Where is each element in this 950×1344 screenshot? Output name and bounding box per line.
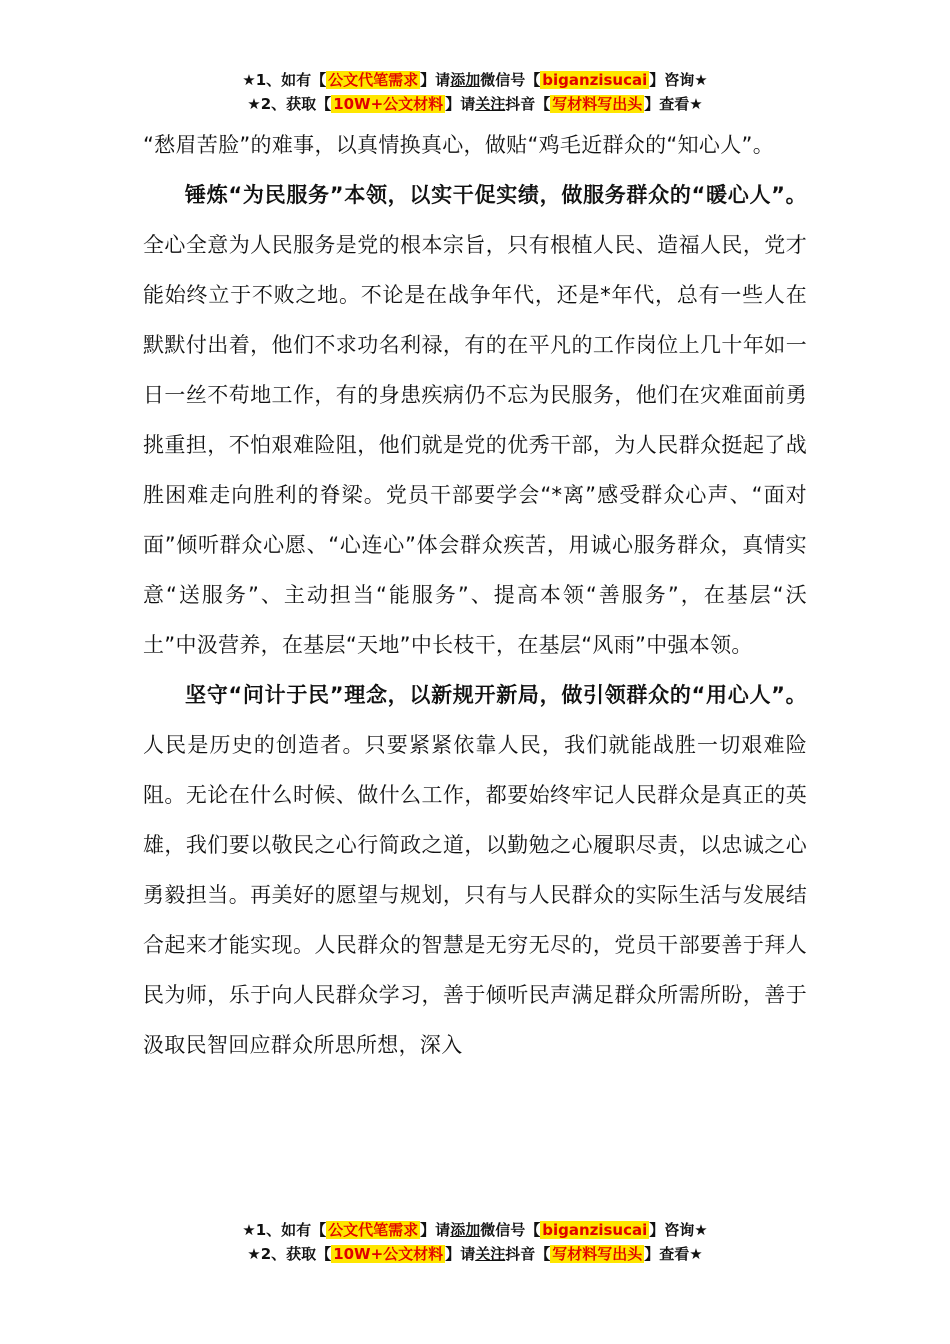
document-body [143,120,807,1070]
banner-text: 】查看★ [644,1245,703,1263]
banner-line-2 [0,1242,950,1266]
banner-text: 抖音【 [505,95,551,113]
banner-text: 】请 [445,95,476,113]
paragraph-text: 人民是历史的创造者。只要紧紧依靠人民，我们就能战胜一切艰难险阻。无论在什么时候、做什么工作，都要始终牢记人民群众是真正的英雄，我们要以敬民之心行简政之道，以勤勉之心履职尽责，以忠诚之心勇毅担当。再美好的愿望与规划，只有与人民群众的实际生活与发展结合起来才能实现。人民群众的智慧是无穷无尽的，党员干部要善于拜人民为师，乐于向人民群众学习，善于倾听民声满足群众所需所盼，善于汲取民智回应群众所思所想，深入 [143,733,807,1057]
banner-text: ★2、获取【 [247,1245,332,1263]
wechat-id-highlight: biganzisucai [542,1221,648,1239]
footer-banner [0,1218,950,1266]
paragraph-consult-people [143,670,807,1070]
header-banner [0,68,950,116]
banner-underlined-text: 关注 [475,1245,506,1263]
banner-underlined-text: 添加 [450,1221,481,1239]
paragraph-continuation: “愁眉苦脸”的难事，以真情换真心，做贴“鸡毛近群众的“知心人”。 [143,133,774,157]
banner-highlight: 10W+公文材料 [333,95,444,113]
banner-text: ★1、如有【 [242,1221,327,1239]
wechat-id-highlight: biganzisucai [542,71,648,89]
banner-highlight: 公文代笔需求 [328,1221,419,1239]
banner-highlight: 公文代笔需求 [328,71,419,89]
paragraph-heading: 锤炼“为民服务”本领，以实干促实绩，做服务群众的“暖心人”。 [185,183,807,207]
banner-text: 】咨询★ [649,71,708,89]
banner-line-2 [0,92,950,116]
banner-underlined-text: 添加 [450,71,481,89]
banner-text: ★2、获取【 [247,95,332,113]
banner-text: 抖音【 [505,1245,551,1263]
banner-line-1 [0,1218,950,1242]
douyin-account-highlight: 写材料写出头 [552,1245,643,1263]
paragraph-serve-people [143,170,807,670]
douyin-account-highlight: 写材料写出头 [552,95,643,113]
banner-text: 】查看★ [644,95,703,113]
paragraph-heading: 坚守“问计于民”理念，以新规开新局，做引领群众的“用心人”。 [185,683,807,707]
banner-text: 】请 [420,71,451,89]
banner-underlined-text: 关注 [475,95,506,113]
banner-text: 微信号【 [480,1221,541,1239]
banner-text: 】请 [420,1221,451,1239]
paragraph-text: 全心全意为人民服务是党的根本宗旨，只有根植人民、造福人民，党才能始终立于不败之地。不论是在战争年代，还是*年代，总有一些人在默默付出着，他们不求功名利禄，有的在平凡的工作岗位上几十年如一日一丝不苟地工作，有的身患疾病仍不忘为民服务，他们在灾难面前勇挑重担，不怕艰难险阻，他们就是党的优秀干部，为人民群众挺起了战胜困难走向胜利的脊梁。党员干部要学会“*离”感受群众心声、“面对面”倾听群众心愿、“心连心”体会群众疾苦，用诚心服务群众，真情实意“送服务”、主动担当“能服务”、提高本领“善服务”，在基层“沃土”中汲营养，在基层“天地”中长枝干，在基层“风雨”中强本领。 [143,233,807,657]
banner-highlight: 10W+公文材料 [333,1245,444,1263]
banner-text: 】请 [445,1245,476,1263]
banner-text: 微信号【 [480,71,541,89]
banner-text: ★1、如有【 [242,71,327,89]
banner-line-1 [0,68,950,92]
banner-text: 】咨询★ [649,1221,708,1239]
